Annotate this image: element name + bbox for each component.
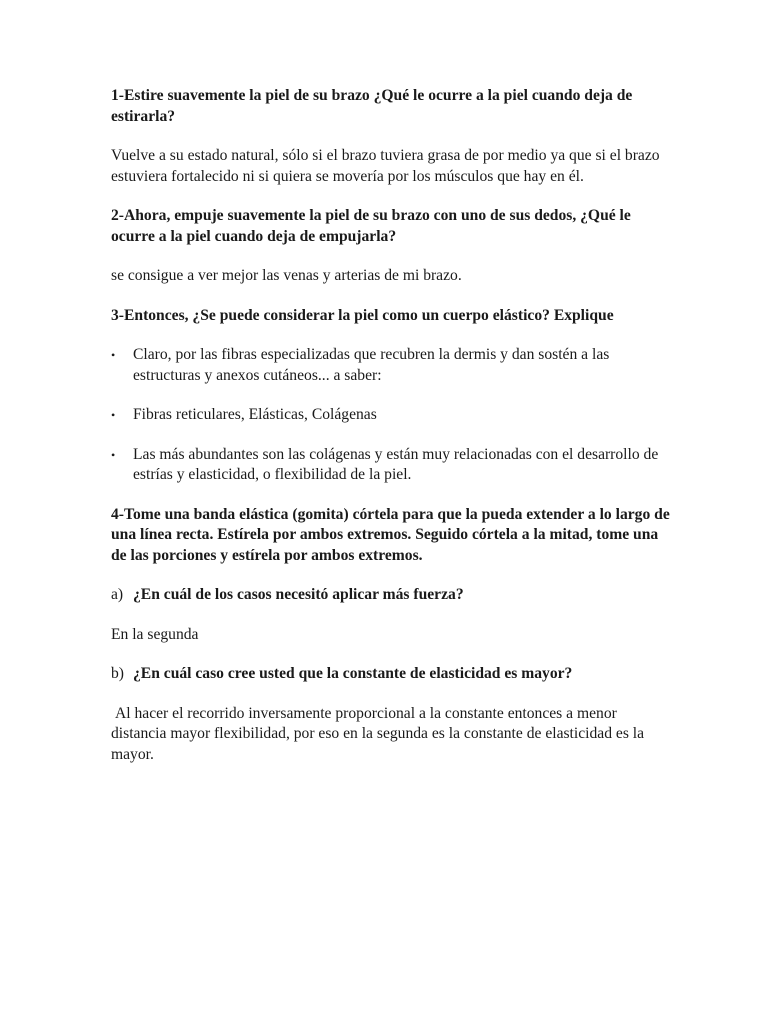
answer-4b: Al hacer el recorrido inversamente proporcional a la constante entonces a menor distancia mayor flexibilidad, por eso en la segunda es la constante de elasticidad es la mayor. bbox=[111, 704, 645, 763]
sub-question-b-letter: b) bbox=[111, 665, 124, 682]
question-1: 1-Estire suavemente la piel de su brazo ¿Qué le ocurre a la piel cuando deja de estirarla? bbox=[111, 87, 633, 125]
bullet-icon: • bbox=[111, 447, 116, 462]
sub-question-b-text: ¿En cuál caso cree usted que la constante de elasticidad es mayor? bbox=[133, 665, 573, 682]
list-item bbox=[111, 445, 671, 486]
sub-question-b bbox=[111, 664, 671, 685]
question-2: 2-Ahora, empuje suavemente la piel de su brazo con uno de sus dedos, ¿Qué le ocurre a la piel cuando deja de empujarla? bbox=[111, 207, 631, 245]
answer-1: Vuelve a su estado natural, sólo si el brazo tuviera grasa de por medio ya que si el brazo estuviera fortalecido ni si quiera se movería por los músculos que hay en él. bbox=[111, 147, 660, 185]
question-3: 3-Entonces, ¿Se puede considerar la piel como un cuerpo elástico? Explique bbox=[111, 306, 614, 324]
answer-2: se consigue a ver mejor las venas y arterias de mi brazo. bbox=[111, 267, 462, 284]
answer-4a: En la segunda bbox=[111, 625, 199, 643]
bullet-icon: • bbox=[111, 348, 116, 362]
sub-question-a-letter: a) bbox=[111, 586, 124, 603]
list-item-text: Claro, por las fibras especializadas que recubren la dermis y dan sostén a las estructuras y anexos cutáneos... a saber: bbox=[133, 346, 610, 384]
list-item bbox=[111, 345, 671, 386]
question-4: 4-Tome una banda elástica (gomita) córtela para que la pueda extender a lo largo de una línea recta. Estírela por ambos extremos. Seguido córtela a la mitad, tome una de las porciones y estírela por ambos extremos. bbox=[111, 505, 670, 564]
list-item-text: Las más abundantes son las colágenas y están muy relacionadas con el desarrollo de estrías y elasticidad, o flexibilidad de la piel. bbox=[133, 445, 659, 483]
list-item bbox=[111, 405, 671, 426]
bullet-icon: • bbox=[111, 408, 116, 422]
sub-question-a-text: ¿En cuál de los casos necesitó aplicar más fuerza? bbox=[133, 586, 464, 603]
sub-question-a bbox=[111, 585, 671, 606]
list-item-text: Fibras reticulares, Elásticas, Colágenas bbox=[133, 406, 377, 423]
document-page bbox=[111, 86, 671, 784]
answer-3-list bbox=[111, 345, 671, 486]
